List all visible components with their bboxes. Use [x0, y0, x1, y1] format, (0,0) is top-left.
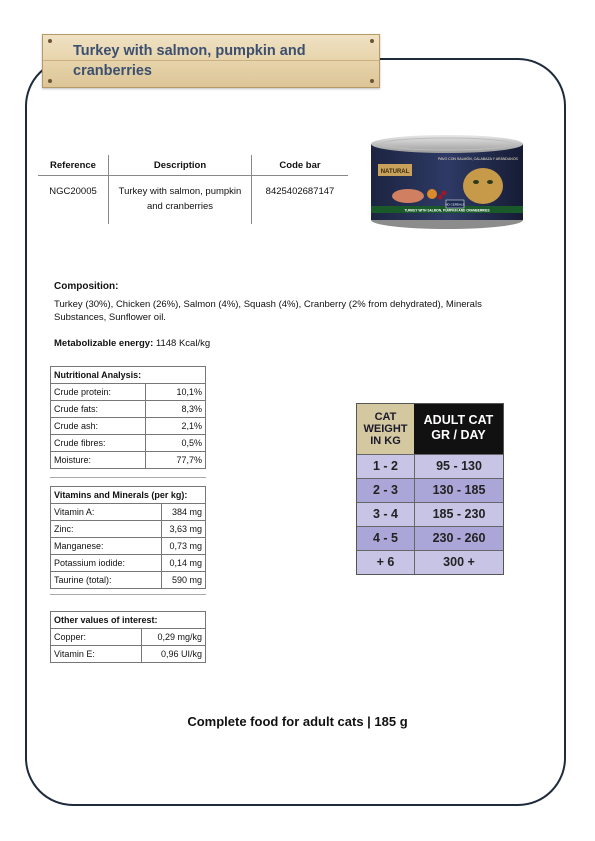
nutritional-table: [50, 366, 206, 469]
title-banner: [42, 34, 380, 88]
composition-heading: Composition:: [54, 281, 119, 292]
table-row: [51, 538, 206, 555]
product-row: [38, 176, 348, 225]
feeding-weight: 1 - 2: [357, 455, 415, 478]
table-row: [51, 521, 206, 538]
other-values-heading: Other values of interest:: [51, 612, 206, 629]
energy-line: [54, 338, 210, 349]
row-value: 384 mg: [162, 504, 206, 521]
energy-value: 1148 Kcal/kg: [155, 338, 211, 349]
table-row: [51, 572, 206, 589]
row-name: Crude ash:: [51, 418, 146, 435]
row-value: 2,1%: [146, 418, 206, 435]
row-value: 8,3%: [146, 401, 206, 418]
product-can-image: [368, 134, 526, 230]
feeding-amount: 95 - 130: [436, 459, 482, 473]
table-row: [51, 555, 206, 572]
table-row: [51, 384, 206, 401]
feeding-chart: [356, 403, 504, 575]
nutritional-heading: Nutritional Analysis:: [51, 367, 206, 384]
feeding-row: [357, 502, 503, 526]
row-name: Crude fats:: [51, 401, 146, 418]
nail-icon: [370, 39, 374, 43]
table-row: [51, 435, 206, 452]
row-value: 3,63 mg: [162, 521, 206, 538]
row-name: Zinc:: [51, 521, 162, 538]
table-row: [51, 504, 206, 521]
feeding-header: [357, 404, 503, 454]
product-description: Turkey with salmon, pumpkin and cranberries: [109, 176, 252, 225]
feeding-amount: 230 - 260: [432, 531, 486, 545]
nail-icon: [48, 39, 52, 43]
table-row: [51, 401, 206, 418]
row-name: Manganese:: [51, 538, 162, 555]
row-name: Copper:: [51, 629, 142, 646]
row-name: Moisture:: [51, 452, 146, 469]
row-name: Vitamin A:: [51, 504, 162, 521]
header-adult-cat: ADULT CAT GR / DAY: [414, 404, 503, 454]
row-name: Potassium iodide:: [51, 555, 162, 572]
feeding-row: [357, 454, 503, 478]
feeding-weight: 3 - 4: [357, 503, 415, 526]
row-value: 77,7%: [146, 452, 206, 469]
energy-label: Metabolizable energy:: [54, 338, 154, 349]
header-cat-weight: CAT WEIGHT IN KG: [357, 404, 414, 454]
table-row: [51, 646, 206, 663]
row-name: Crude fibres:: [51, 435, 146, 452]
header-code-bar: Code bar: [252, 155, 349, 176]
feeding-weight: 4 - 5: [357, 527, 415, 550]
nail-icon: [48, 79, 52, 83]
feeding-weight: + 6: [357, 551, 415, 574]
other-values-table: [50, 611, 206, 663]
feeding-row: [357, 478, 503, 502]
can-brand: NATURAL: [380, 169, 410, 175]
vitamins-table: [50, 486, 206, 589]
row-value: 590 mg: [162, 572, 206, 589]
nail-icon: [370, 79, 374, 83]
feeding-amount: 300 +: [443, 555, 475, 569]
row-value: 0,29 mg/kg: [142, 629, 206, 646]
product-reference: NGC20005: [38, 176, 109, 225]
can-badge: NO CEREALS: [445, 202, 465, 207]
header-reference: Reference: [38, 155, 109, 176]
row-name: Crude protein:: [51, 384, 146, 401]
table-row: [51, 452, 206, 469]
header-description: Description: [109, 155, 252, 176]
feeding-amount: 130 - 185: [432, 483, 486, 497]
table-row: [51, 629, 206, 646]
footer-tagline: Complete food for adult cats | 185 g: [187, 714, 408, 729]
row-value: 10,1%: [146, 384, 206, 401]
feeding-row: [357, 550, 503, 574]
product-code-bar: 8425402687147: [265, 186, 335, 197]
divider: [50, 477, 206, 478]
table-row: [51, 418, 206, 435]
vitamins-heading: Vitamins and Minerals (per kg):: [51, 487, 206, 504]
can-label-en: TURKEY WITH SALMON, PUMPKIN AND CRANBERRIES: [404, 208, 490, 213]
feeding-row: [357, 526, 503, 550]
product-table-header: [38, 155, 348, 176]
page-title: Turkey with salmon, pumpkin and cranberries: [73, 43, 306, 79]
divider: [50, 594, 206, 595]
row-value: 0,14 mg: [162, 555, 206, 572]
feeding-amount: 185 - 230: [432, 507, 486, 521]
row-value: 0,5%: [146, 435, 206, 452]
row-name: Vitamin E:: [51, 646, 142, 663]
row-value: 0,96 UI/kg: [142, 646, 206, 663]
row-name: Taurine (total):: [51, 572, 162, 589]
product-table: [38, 155, 348, 224]
row-value: 0,73 mg: [162, 538, 206, 555]
feeding-weight: 2 - 3: [357, 479, 415, 502]
can-label-es: PAVO CON SALMÓN, CALABAZA Y ARÁNDANOS: [438, 157, 518, 161]
composition-text: Turkey (30%), Chicken (26%), Salmon (4%), Squash (4%), Cranberry (2% from dehydrated), Minerals Substances, Sunflower oil.: [54, 299, 482, 323]
